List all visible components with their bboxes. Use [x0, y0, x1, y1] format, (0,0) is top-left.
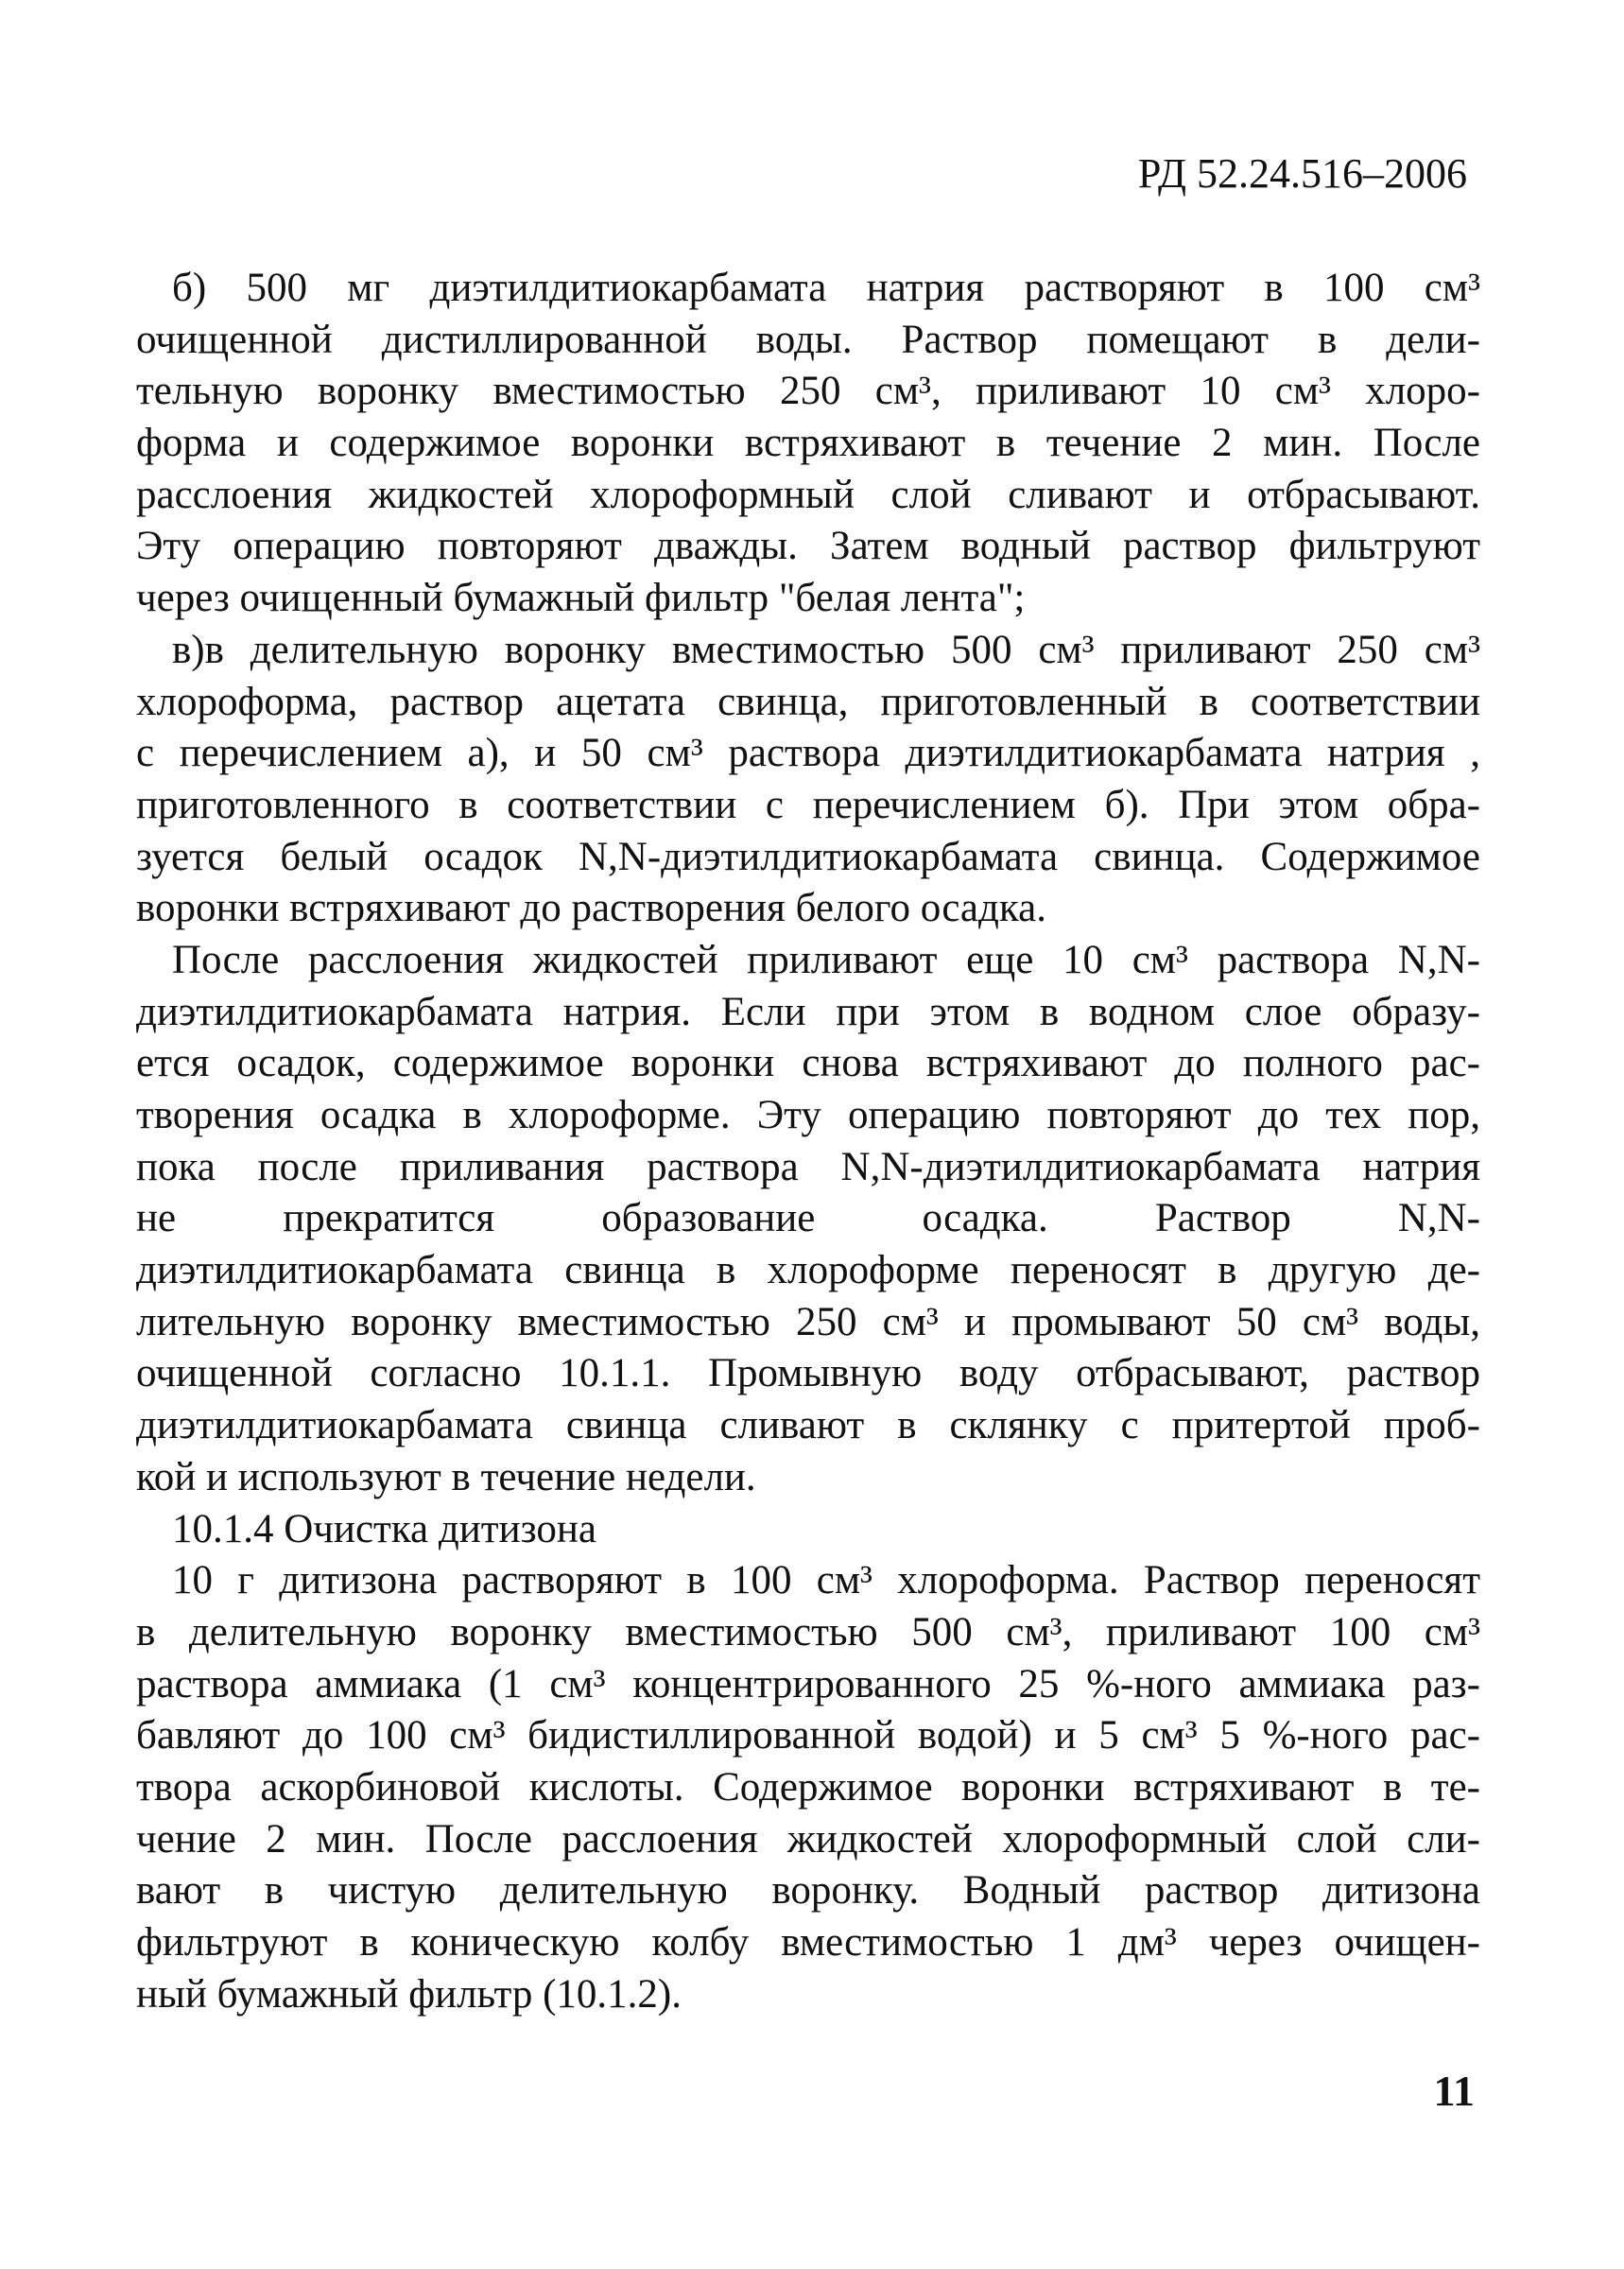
text-line: с перечислением а), и 50 см³ раствора диэтилдитиокарбамата натрия , [136, 731, 1480, 776]
text-line: форма и содержимое воронки встряхивают в течение 2 мин. После [136, 421, 1480, 466]
text-line: диэтилдитиокарбамата свинца в хлороформе переносят в другую де- [136, 1248, 1480, 1293]
text-line: Эту операцию повторяют дважды. Затем водный раствор фильтруют [136, 524, 1480, 569]
text-line: 10.1.4 Очистка дитизона [172, 1506, 596, 1551]
text-line: ется осадок, содержимое воронки снова встряхивают до полного рас- [136, 1041, 1480, 1086]
text-line: в)в делительную воронку вместимостью 500 см³ приливают 250 см³ [172, 627, 1480, 672]
text-line: б) 500 мг диэтилдитиокарбамата натрия растворяют в 100 см³ [172, 266, 1480, 310]
text-line: творения осадка в хлороформе. Эту операцию повторяют до тех пор, [136, 1093, 1480, 1137]
text-line: лительную воронку вместимостью 250 см³ и промывают 50 см³ воды, [136, 1299, 1480, 1344]
text-line: в делительную воронку вместимостью 500 см³, приливают 100 см³ [136, 1609, 1480, 1654]
page-number: 11 [1433, 2067, 1475, 2115]
text-line: приготовленного в соответствии с перечислением б). При этом обра- [136, 782, 1480, 827]
text-line: диэтилдитиокарбамата натрия. Если при этом в водном слое образу- [136, 989, 1480, 1034]
text-line: твора аскорбиновой кислоты. Содержимое воронки встряхивают в те- [136, 1764, 1480, 1810]
text-line: очищенной дистиллированной воды. Раствор помещают в дели- [136, 317, 1480, 362]
text-line: очищенной согласно 10.1.1. Промывную воду отбрасывают, раствор [136, 1351, 1480, 1396]
text-line: фильтруют в коническую колбу вместимостью 1 дм³ через очищен- [136, 1920, 1480, 1965]
text-line: раствора аммиака (1 см³ концентрированного 25 %-ного аммиака раз- [136, 1661, 1480, 1706]
document-code-header: РД 52.24.516–2006 [1137, 150, 1467, 197]
text-line: вают в чистую делительную воронку. Водный раствор дитизона [136, 1868, 1480, 1914]
text-line: 10 г дитизона растворяют в 100 см³ хлороформа. Раствор переносят [172, 1558, 1480, 1603]
text-line: расслоения жидкостей хлороформный слой сливают и отбрасывают. [136, 472, 1480, 517]
text-line: бавляют до 100 см³ бидистиллированной водой) и 5 см³ 5 %-ного рас- [136, 1713, 1480, 1758]
text-line: хлороформа, раствор ацетата свинца, приготовленный в соответствии [136, 679, 1480, 724]
text-line: пока после приливания раствора N,N-диэтилдитиокарбамата натрия [136, 1144, 1480, 1189]
text-line: не прекратится образование осадка. Раствор N,N- [136, 1196, 1480, 1241]
text-line: ный бумажный фильтр (10.1.2). [136, 1971, 682, 2017]
text-line: тельную воронку вместимостью 250 см³, приливают 10 см³ хлоро- [136, 369, 1480, 414]
text-line: через очищенный бумажный фильтр "белая лента"; [136, 576, 1026, 621]
text-line: зуется белый осадок N,N-диэтилдитиокарбамата свинца. Содержимое [136, 834, 1480, 879]
text-line: кой и используют в течение недели. [136, 1454, 756, 1499]
text-line: После расслоения жидкостей приливают еще 10 см³ раствора N,N- [172, 937, 1480, 982]
document-body [136, 263, 1480, 2020]
text-line: чение 2 мин. После расслоения жидкостей хлороформный слой сли- [136, 1816, 1480, 1862]
text-line: диэтилдитиокарбамата свинца сливают в склянку с притертой проб- [136, 1403, 1480, 1448]
text-line: воронки встряхивают до растворения белого осадка. [136, 886, 1046, 931]
